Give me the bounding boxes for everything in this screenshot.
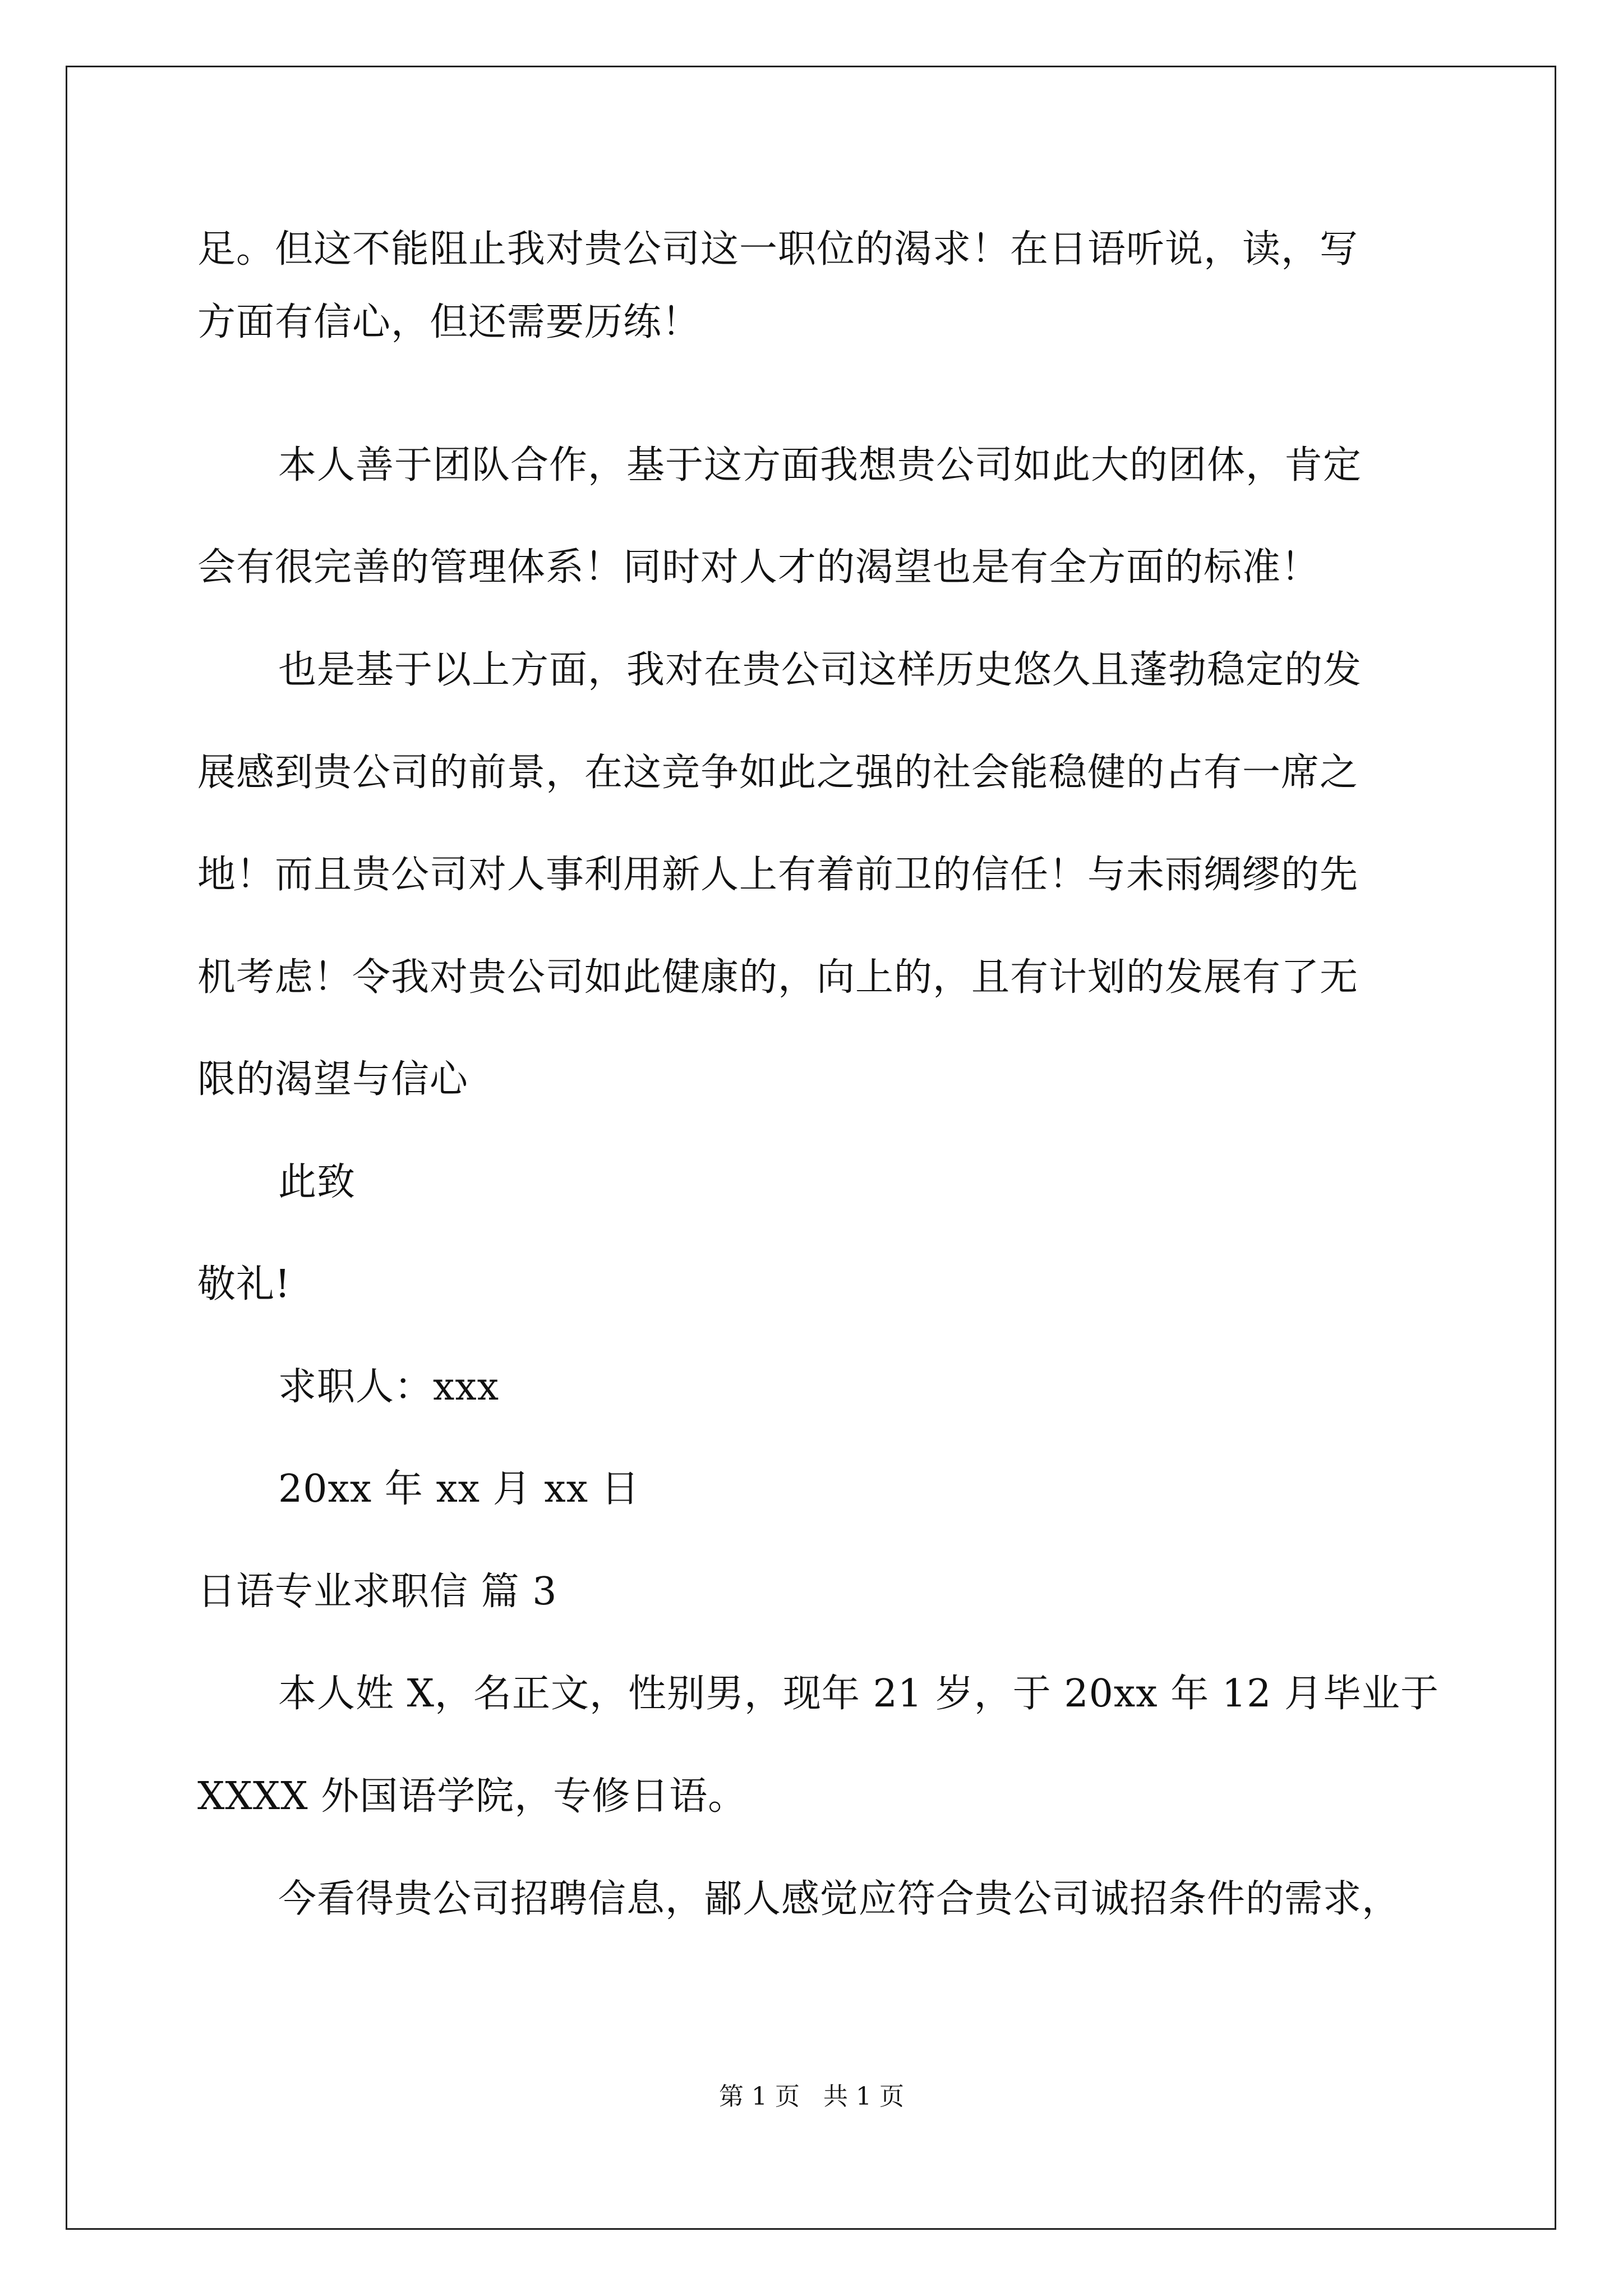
paragraph-line: 机考虑！令我对贵公司如此健康的，向上的，且有计划的发展有了无 xyxy=(197,955,1359,1000)
applicant-signature: 求职人：xxx xyxy=(278,1365,500,1409)
paragraph-line: 本人善于团队合作，基于这方面我想贵公司如此大的团体，肯定 xyxy=(278,443,1362,487)
paragraph-line: 会有很完善的管理体系！同时对人才的渴望也是有全方面的标准！ xyxy=(197,545,1320,590)
paragraph-line: XXXX 外国语学院，专修日语。 xyxy=(197,1774,747,1819)
paragraph-line: 本人姓 X，名正文，性别男，现年 21 岁，于 20xx 年 12 月毕业于 xyxy=(278,1672,1439,1716)
paragraph-line: 方面有信心，但还需要历练！ xyxy=(197,300,701,344)
paragraph-line: 限的渴望与信心 xyxy=(197,1057,469,1102)
paragraph-line: 也是基于以上方面，我对在贵公司这样历史悠久且蓬勃稳定的发 xyxy=(278,648,1362,692)
letter-date: 20xx 年 xx 月 xx 日 xyxy=(278,1467,640,1511)
paragraph-line: 足。但这不能阻止我对贵公司这一职位的渴求！在日语听说，读，写 xyxy=(197,227,1359,272)
closing-salutation: 此致 xyxy=(278,1160,356,1204)
page-number-footer: 第 1 页 共 1 页 xyxy=(719,2082,904,2111)
section-heading: 日语专业求职信 篇 3 xyxy=(197,1570,557,1614)
closing-regards: 敬礼! xyxy=(197,1262,291,1306)
paragraph-line: 地！而且贵公司对人事利用新人上有着前卫的信任！与未雨绸缪的先 xyxy=(197,853,1359,897)
paragraph-line: 展感到贵公司的前景，在这竞争如此之强的社会能稳健的占有一席之 xyxy=(197,751,1359,795)
paragraph-line: 今看得贵公司招聘信息，鄙人感觉应符合贵公司诚招条件的需求， xyxy=(278,1877,1401,1921)
